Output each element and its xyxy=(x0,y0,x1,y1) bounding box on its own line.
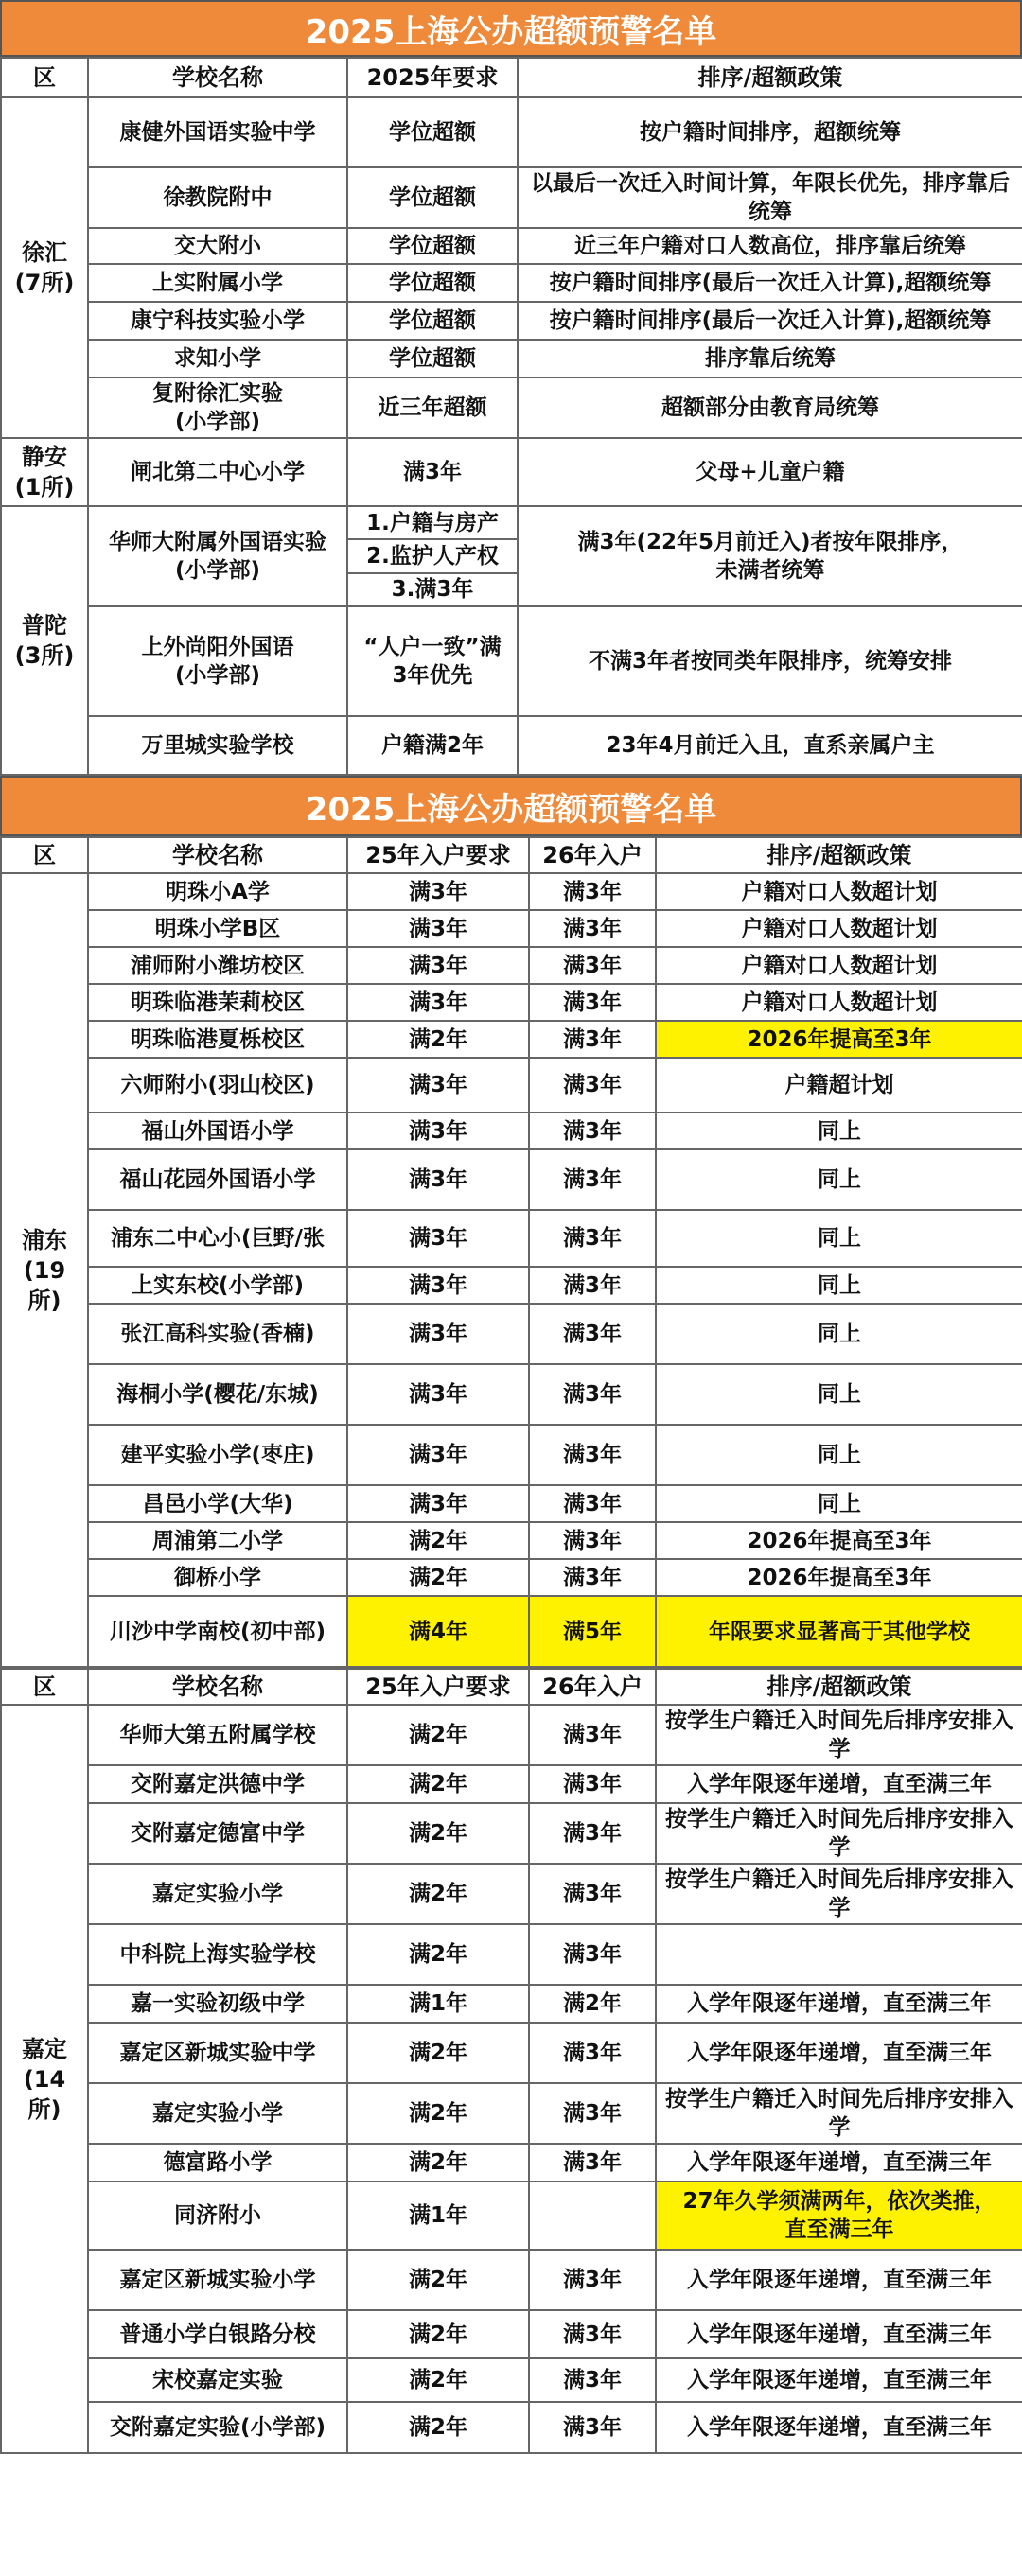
table-row xyxy=(1,438,1022,506)
school-name: 康宁科技实验小学 xyxy=(88,302,347,340)
requirement-2025: 满2年 xyxy=(347,2358,529,2402)
requirement-2026: 满3年 xyxy=(529,1267,656,1304)
requirement-2026: 满3年 xyxy=(529,1803,656,1864)
section1-table xyxy=(0,57,1022,776)
jiading-table xyxy=(0,1668,1022,2454)
table-row xyxy=(1,1267,1022,1304)
requirement-2026: 满3年 xyxy=(529,1113,656,1149)
section1-header-row xyxy=(1,58,1022,97)
requirement-2026: 满3年 xyxy=(529,1864,656,1924)
policy: 入学年限逐年递增，直至满三年 xyxy=(656,2250,1022,2310)
policy: 2026年提高至3年 xyxy=(656,1021,1022,1058)
school-name: 康健外国语实验中学 xyxy=(88,97,347,167)
requirement-2025: 满2年 xyxy=(347,1559,529,1596)
table-row xyxy=(1,2358,1022,2402)
table-row xyxy=(1,1364,1022,1425)
table-row xyxy=(1,1485,1022,1522)
table-row xyxy=(1,1113,1022,1149)
school-name: 求知小学 xyxy=(88,340,347,377)
requirement-2026: 满2年 xyxy=(529,1985,656,2023)
school-name: 周浦第二小学 xyxy=(88,1522,347,1559)
requirement-2026: 满3年 xyxy=(529,1364,656,1425)
requirement-2026: 满5年 xyxy=(529,1596,656,1667)
school-name: 嘉定区新城实验小学 xyxy=(88,2250,347,2310)
policy: 不满3年者按同类年限排序，统筹安排 xyxy=(518,606,1022,716)
policy: 同上 xyxy=(656,1113,1022,1149)
requirement-2025: 满2年 xyxy=(347,2023,529,2083)
policy: 按户籍时间排序(最后一次迁入计算),超额统筹 xyxy=(518,264,1022,302)
requirement-2026 xyxy=(529,2182,656,2250)
school-name: 明珠小A学 xyxy=(88,873,347,910)
requirement-2026: 满3年 xyxy=(529,1304,656,1364)
requirement: 学位超额 xyxy=(347,167,518,228)
requirement-2025: 满2年 xyxy=(347,2083,529,2144)
requirement-2026: 满3年 xyxy=(529,1210,656,1267)
table-row xyxy=(1,1021,1022,1058)
requirement-2025: 满3年 xyxy=(347,1425,529,1485)
policy: 同上 xyxy=(656,1485,1022,1522)
policy: 同上 xyxy=(656,1425,1022,1485)
table-row xyxy=(1,1705,1022,1765)
requirement-2026: 满3年 xyxy=(529,2310,656,2358)
requirement-2025: 满2年 xyxy=(347,1522,529,1559)
column-header: 2025年要求 xyxy=(347,58,518,97)
requirement-2025: 满4年 xyxy=(347,1596,529,1667)
policy: 入学年限逐年递增，直至满三年 xyxy=(656,2023,1022,2083)
policy: 2026年提高至3年 xyxy=(656,1522,1022,1559)
pudong-header-row xyxy=(1,837,1022,873)
school-name: 上实附属小学 xyxy=(88,264,347,302)
policy: 同上 xyxy=(656,1210,1022,1267)
requirement-2025: 满3年 xyxy=(347,1364,529,1425)
district-cell: 徐汇 (7所) xyxy=(1,97,88,438)
requirement-2025: 满2年 xyxy=(347,2144,529,2182)
school-name: 复附徐汇实验 (小学部) xyxy=(88,377,347,438)
policy: 年限要求显著高于其他学校 xyxy=(656,1596,1022,1667)
policy: 同上 xyxy=(656,1267,1022,1304)
policy: 入学年限逐年递增，直至满三年 xyxy=(656,2310,1022,2358)
requirement-2025: 满2年 xyxy=(347,1765,529,1803)
policy: 同上 xyxy=(656,1149,1022,1210)
school-name: 福山外国语小学 xyxy=(88,1113,347,1149)
column-header: 排序/超额政策 xyxy=(656,837,1022,873)
school-name: 华师大附属外国语实验 (小学部) xyxy=(88,506,347,606)
school-name: 上外尚阳外国语 (小学部) xyxy=(88,606,347,716)
table-row xyxy=(1,1864,1022,1924)
section2-title: 2025上海公办超额预警名单 xyxy=(0,776,1022,836)
column-header: 学校名称 xyxy=(88,1669,347,1705)
requirement-2025: 满3年 xyxy=(347,947,529,984)
column-header: 25年入户要求 xyxy=(347,837,529,873)
school-name: 中科院上海实验学校 xyxy=(88,1924,347,1985)
policy: 27年久学须满两年，依次类推， 直至满三年 xyxy=(656,2182,1022,2250)
requirement-2025: 满3年 xyxy=(347,984,529,1021)
requirement-2025: 满2年 xyxy=(347,2250,529,2310)
column-header: 学校名称 xyxy=(88,837,347,873)
requirement-2025: 满2年 xyxy=(347,1803,529,1864)
requirement-2026: 满3年 xyxy=(529,910,656,947)
table-row xyxy=(1,377,1022,438)
requirement-2025: 满2年 xyxy=(347,2402,529,2453)
policy: 超额部分由教育局统筹 xyxy=(518,377,1022,438)
district-cell: 普陀 (3所) xyxy=(1,506,88,775)
policy: 户籍超计划 xyxy=(656,1058,1022,1113)
policy: 按学生户籍迁入时间先后排序安排入学 xyxy=(656,1705,1022,1765)
requirement-2026: 满3年 xyxy=(529,873,656,910)
requirement-2025: 满2年 xyxy=(347,2310,529,2358)
requirement-2026: 满3年 xyxy=(529,1705,656,1765)
school-name: 交大附小 xyxy=(88,228,347,264)
school-name: 交附嘉定德富中学 xyxy=(88,1803,347,1864)
requirement-2026: 满3年 xyxy=(529,1522,656,1559)
requirement-2026: 满3年 xyxy=(529,1924,656,1985)
requirement: 学位超额 xyxy=(347,302,518,340)
table-row xyxy=(1,228,1022,264)
requirement-2026: 满3年 xyxy=(529,984,656,1021)
school-name: 六师附小(羽山校区) xyxy=(88,1058,347,1113)
requirement-2025: 满3年 xyxy=(347,1267,529,1304)
section1-title: 2025上海公办超额预警名单 xyxy=(0,0,1022,57)
requirement-2025: 满3年 xyxy=(347,1058,529,1113)
column-header: 26年入户 xyxy=(529,1669,656,1705)
table-row xyxy=(1,1425,1022,1485)
table-row xyxy=(1,1149,1022,1210)
policy: 户籍对口人数超计划 xyxy=(656,947,1022,984)
policy: 满3年(22年5月前迁入)者按年限排序， 未满者统筹 xyxy=(518,506,1022,606)
policy: 排序靠后统筹 xyxy=(518,340,1022,377)
table-row xyxy=(1,97,1022,167)
table-row xyxy=(1,1985,1022,2023)
school-name: 浦东二中心小(巨野/张 xyxy=(88,1210,347,1267)
table-row xyxy=(1,167,1022,228)
requirement: 学位超额 xyxy=(347,97,518,167)
requirement-2026: 满3年 xyxy=(529,2358,656,2402)
school-name: 上实东校(小学部) xyxy=(88,1267,347,1304)
school-name: 张江高科实验(香楠) xyxy=(88,1304,347,1364)
requirement: 学位超额 xyxy=(347,228,518,264)
policy: 按学生户籍迁入时间先后排序安排入学 xyxy=(656,2083,1022,2144)
requirement-2026: 满3年 xyxy=(529,1425,656,1485)
policy: 按学生户籍迁入时间先后排序安排入学 xyxy=(656,1803,1022,1864)
requirement-2025: 满1年 xyxy=(347,1985,529,2023)
table-row xyxy=(1,340,1022,377)
requirement-2025: 满3年 xyxy=(347,1149,529,1210)
table-row xyxy=(1,947,1022,984)
school-name: 建平实验小学(枣庄) xyxy=(88,1425,347,1485)
column-header: 25年入户要求 xyxy=(347,1669,529,1705)
school-name: 交附嘉定实验(小学部) xyxy=(88,2402,347,2453)
table-row xyxy=(1,264,1022,302)
table-row xyxy=(1,1058,1022,1113)
table-row xyxy=(1,1803,1022,1864)
policy: 以最后一次迁入时间计算，年限长优先，排序靠后统筹 xyxy=(518,167,1022,228)
policy: 23年4月前迁入且，直系亲属户主 xyxy=(518,716,1022,775)
requirement-2026: 满3年 xyxy=(529,1021,656,1058)
district-cell: 浦东 (19所) xyxy=(1,873,88,1667)
requirement: “人户一致”满 3年优先 xyxy=(347,606,518,716)
school-name: 明珠临港夏栎校区 xyxy=(88,1021,347,1058)
requirement-2026: 满3年 xyxy=(529,2250,656,2310)
table-row xyxy=(1,506,1022,606)
policy: 户籍对口人数超计划 xyxy=(656,910,1022,947)
column-header: 排序/超额政策 xyxy=(518,58,1022,97)
school-name: 福山花园外国语小学 xyxy=(88,1149,347,1210)
school-name: 川沙中学南校(初中部) xyxy=(88,1596,347,1667)
table-row xyxy=(1,1304,1022,1364)
requirement-stack xyxy=(347,506,518,606)
school-name: 徐教院附中 xyxy=(88,167,347,228)
table-row xyxy=(1,984,1022,1021)
policy: 入学年限逐年递增，直至满三年 xyxy=(656,2358,1022,2402)
district-cell: 静安 (1所) xyxy=(1,438,88,506)
table-row xyxy=(1,1924,1022,1985)
table-row xyxy=(1,716,1022,775)
requirement-2026: 满3年 xyxy=(529,2402,656,2453)
requirement-2026: 满3年 xyxy=(529,1485,656,1522)
table-row xyxy=(1,1522,1022,1559)
table-row xyxy=(1,1765,1022,1803)
school-name: 明珠临港茉莉校区 xyxy=(88,984,347,1021)
policy xyxy=(656,1924,1022,1985)
school-name: 嘉定区新城实验中学 xyxy=(88,2023,347,2083)
requirement-2026: 满3年 xyxy=(529,2083,656,2144)
table-row xyxy=(1,2310,1022,2358)
policy: 同上 xyxy=(656,1304,1022,1364)
jiading-header-row xyxy=(1,1669,1022,1705)
requirement-2025: 满3年 xyxy=(347,1304,529,1364)
school-name: 万里城实验学校 xyxy=(88,716,347,775)
table-row xyxy=(1,606,1022,716)
requirement: 近三年超额 xyxy=(347,377,518,438)
policy: 入学年限逐年递增，直至满三年 xyxy=(656,2402,1022,2453)
policy: 同上 xyxy=(656,1364,1022,1425)
column-header: 区 xyxy=(1,837,88,873)
table-row xyxy=(1,1596,1022,1667)
requirement-2026: 满3年 xyxy=(529,1765,656,1803)
requirement-2025: 满1年 xyxy=(347,2182,529,2250)
school-name: 嘉一实验初级中学 xyxy=(88,1985,347,2023)
requirement-2025: 满3年 xyxy=(347,910,529,947)
requirement-item: 2.监护人产权 xyxy=(348,540,517,573)
school-name: 昌邑小学(大华) xyxy=(88,1485,347,1522)
requirement-2025: 满3年 xyxy=(347,1485,529,1522)
school-name: 德富路小学 xyxy=(88,2144,347,2182)
requirement-2025: 满3年 xyxy=(347,1210,529,1267)
policy: 按户籍时间排序，超额统筹 xyxy=(518,97,1022,167)
policy: 入学年限逐年递增，直至满三年 xyxy=(656,2144,1022,2182)
policy: 入学年限逐年递增，直至满三年 xyxy=(656,1765,1022,1803)
column-header: 学校名称 xyxy=(88,58,347,97)
school-name: 嘉定实验小学 xyxy=(88,1864,347,1924)
requirement-2026: 满3年 xyxy=(529,2144,656,2182)
school-name: 普通小学白银路分校 xyxy=(88,2310,347,2358)
school-name: 御桥小学 xyxy=(88,1559,347,1596)
column-header: 26年入户 xyxy=(529,837,656,873)
district-cell: 嘉定 (14所) xyxy=(1,1705,88,2453)
policy: 按学生户籍迁入时间先后排序安排入学 xyxy=(656,1864,1022,1924)
table-row xyxy=(1,1210,1022,1267)
school-name: 交附嘉定洪德中学 xyxy=(88,1765,347,1803)
policy: 2026年提高至3年 xyxy=(656,1559,1022,1596)
requirement-2026: 满3年 xyxy=(529,1559,656,1596)
policy: 户籍对口人数超计划 xyxy=(656,984,1022,1021)
column-header: 区 xyxy=(1,1669,88,1705)
pudong-table xyxy=(0,836,1022,1668)
table-row xyxy=(1,302,1022,340)
requirement: 满3年 xyxy=(347,438,518,506)
requirement-2025: 满3年 xyxy=(347,873,529,910)
requirement: 学位超额 xyxy=(347,340,518,377)
school-name: 宋校嘉定实验 xyxy=(88,2358,347,2402)
requirement-2026: 满3年 xyxy=(529,2023,656,2083)
school-name: 海桐小学(樱花/东城) xyxy=(88,1364,347,1425)
requirement-2025: 满2年 xyxy=(347,1864,529,1924)
requirement-2026: 满3年 xyxy=(529,1149,656,1210)
policy: 近三年户籍对口人数高位，排序靠后统筹 xyxy=(518,228,1022,264)
table-row xyxy=(1,873,1022,910)
table-row xyxy=(1,2083,1022,2144)
table-row xyxy=(1,910,1022,947)
requirement-2025: 满2年 xyxy=(347,1021,529,1058)
requirement-item: 3.满3年 xyxy=(391,577,474,603)
requirement: 户籍满2年 xyxy=(347,716,518,775)
policy: 父母+儿童户籍 xyxy=(518,438,1022,506)
policy: 户籍对口人数超计划 xyxy=(656,873,1022,910)
table-row xyxy=(1,1559,1022,1596)
requirement-item: 1.户籍与房产 xyxy=(348,507,517,540)
requirement-2025: 满3年 xyxy=(347,1113,529,1149)
school-name: 闸北第二中心小学 xyxy=(88,438,347,506)
school-name: 浦师附小潍坊校区 xyxy=(88,947,347,984)
policy: 按户籍时间排序(最后一次迁入计算),超额统筹 xyxy=(518,302,1022,340)
column-header: 排序/超额政策 xyxy=(656,1669,1022,1705)
school-name: 明珠小学B区 xyxy=(88,910,347,947)
requirement: 学位超额 xyxy=(347,264,518,302)
table-row xyxy=(1,2250,1022,2310)
table-row xyxy=(1,2402,1022,2453)
requirement-2025: 满2年 xyxy=(347,1924,529,1985)
table-row xyxy=(1,2023,1022,2083)
table-row xyxy=(1,2182,1022,2250)
requirement-2026: 满3年 xyxy=(529,947,656,984)
school-name: 嘉定实验小学 xyxy=(88,2083,347,2144)
policy: 入学年限逐年递增，直至满三年 xyxy=(656,1985,1022,2023)
school-name: 华师大第五附属学校 xyxy=(88,1705,347,1765)
requirement-2026: 满3年 xyxy=(529,1058,656,1113)
requirement-2025: 满2年 xyxy=(347,1705,529,1765)
table-row xyxy=(1,2144,1022,2182)
school-name: 同济附小 xyxy=(88,2182,347,2250)
column-header: 区 xyxy=(1,58,88,97)
